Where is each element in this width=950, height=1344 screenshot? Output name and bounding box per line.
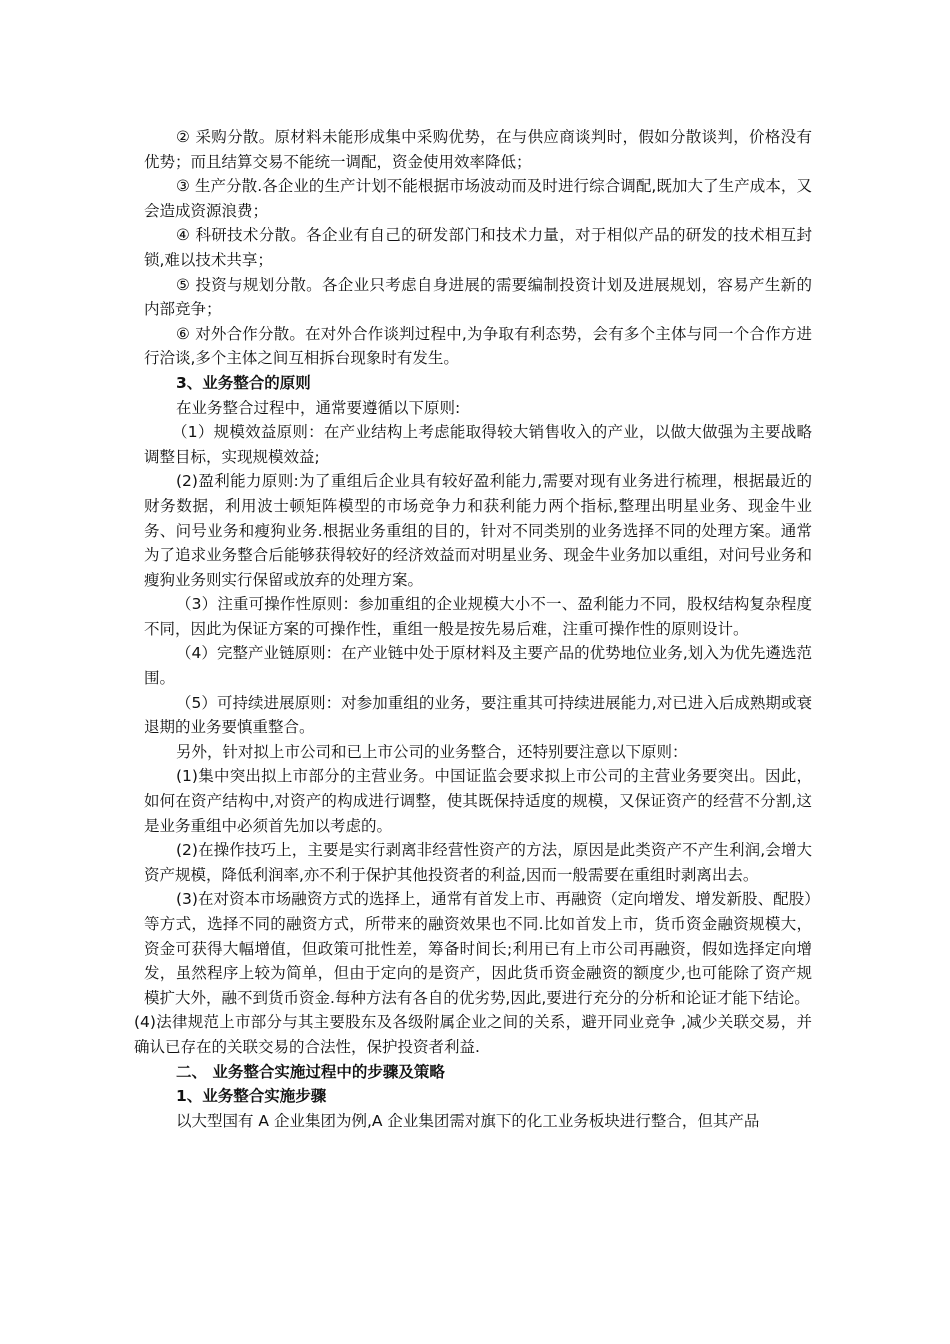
document-body — [134, 125, 812, 1133]
body-paragraph: （3）注重可操作性原则：参加重组的企业规模大小不一、盈利能力不同，股权结构复杂程度不同，因此为保证方案的可操作性，重组一般是按先易后难，注重可操作性的原则设计。 — [144, 595, 812, 638]
body-paragraph: (2)在操作技巧上，主要是实行剥离非经营性资产的方法，原因是此类资产不产生利润,会增大资产规模，降低利润率,亦不利于保护其他投资者的利益,因而一般需要在重组时剥离出去。 — [144, 841, 812, 884]
body-paragraph: 以大型国有 A 企业集团为例,A 企业集团需对旗下的化工业务板块进行整合，但其产品 — [176, 1111, 760, 1130]
body-paragraph: (4)法律规范上市部分与其主要股东及各级附属企业之间的关系，避开同业竞争 ,减少关联交易，并确认已存在的关联交易的合法性，保护投资者利益. — [134, 1013, 812, 1056]
body-paragraph: (2)盈利能力原则:为了重组后企业具有较好盈利能力,需要对现有业务进行梳理，根据最近的财务数据，利用波士顿矩阵模型的市场竞争力和获利能力两个指标,整理出明星业务、现金牛业务、问号业务和瘦狗业务.根据业务重组的目的，针对不同类别的业务选择不同的处理方案。通常为了追求业务整合后能够获得较好的经济效益而对明星业务、现金牛业务加以重组，对问号业务和瘦狗业务则实行保留或放弃的处理方案。 — [144, 472, 812, 589]
body-paragraph: 另外，针对拟上市公司和已上市公司的业务整合，还特别要注意以下原则： — [176, 742, 688, 761]
section-heading: 3、业务整合的原则 — [176, 373, 311, 392]
body-paragraph: ③ 生产分散.各企业的生产计划不能根据市场波动而及时进行综合调配,既加大了生产成本，又会造成资源浪费； — [144, 177, 812, 220]
body-paragraph: ④ 科研技术分散。各企业有自己的研发部门和技术力量，对于相似产品的研发的技术相互封锁,难以技术共享； — [144, 226, 812, 269]
body-paragraph: (1)集中突出拟上市部分的主营业务。中国证监会要求拟上市公司的主营业务要突出。因此，如何在资产结构中,对资产的构成进行调整，使其既保持适度的规模，又保证资产的经营不分割,这是业务重组中必须首先加以考虑的。 — [144, 767, 812, 835]
body-paragraph: 在业务整合过程中，通常要遵循以下原则: — [176, 398, 461, 417]
body-paragraph: ⑤ 投资与规划分散。各企业只考虑自身进展的需要编制投资计划及进展规划，容易产生新的内部竞争； — [144, 275, 812, 319]
body-paragraph: （5）可持续进展原则：对参加重组的业务，要注重其可持续进展能力,对已进入后成熟期或衰退期的业务要慎重整合。 — [144, 693, 812, 737]
section-heading: 二、 业务整合实施过程中的步骤及策略 — [176, 1062, 445, 1081]
section-heading: 1、业务整合实施步骤 — [176, 1087, 327, 1106]
body-paragraph: ② 采购分散。原材料未能形成集中采购优势，在与供应商谈判时，假如分散谈判，价格没有优势；而且结算交易不能统一调配，资金使用效率降低； — [144, 128, 812, 171]
body-paragraph: （4）完整产业链原则：在产业链中处于原材料及主要产品的优势地位业务,划入为优先遴选范围。 — [144, 644, 812, 688]
body-paragraph: ⑥ 对外合作分散。在对外合作谈判过程中,为争取有利态势，会有多个主体与同一个合作方进行洽谈,多个主体之间互相拆台现象时有发生。 — [144, 324, 812, 368]
body-paragraph: （1）规模效益原则：在产业结构上考虑能取得较大销售收入的产业，以做大做强为主要战略调整目标，实现规模效益; — [144, 423, 812, 466]
body-paragraph: (3)在对资本市场融资方式的选择上，通常有首发上市、再融资（定向增发、增发新股、配股）等方式，选择不同的融资方式，所带来的融资效果也不同.比如首发上市，货币资金融资规模大，资金可获得大幅增值，但政策可批性差，筹备时间长;利用已有上市公司再融资，假如选择定向增发，虽然程序上较为简单，但由于定向的是资产，因此货币资金融资的额度少,也可能除了资产规模扩大外，融不到货币资金.每种方法有各自的优劣势,因此,要进行充分的分析和论证才能下结论。 — [144, 890, 812, 1007]
